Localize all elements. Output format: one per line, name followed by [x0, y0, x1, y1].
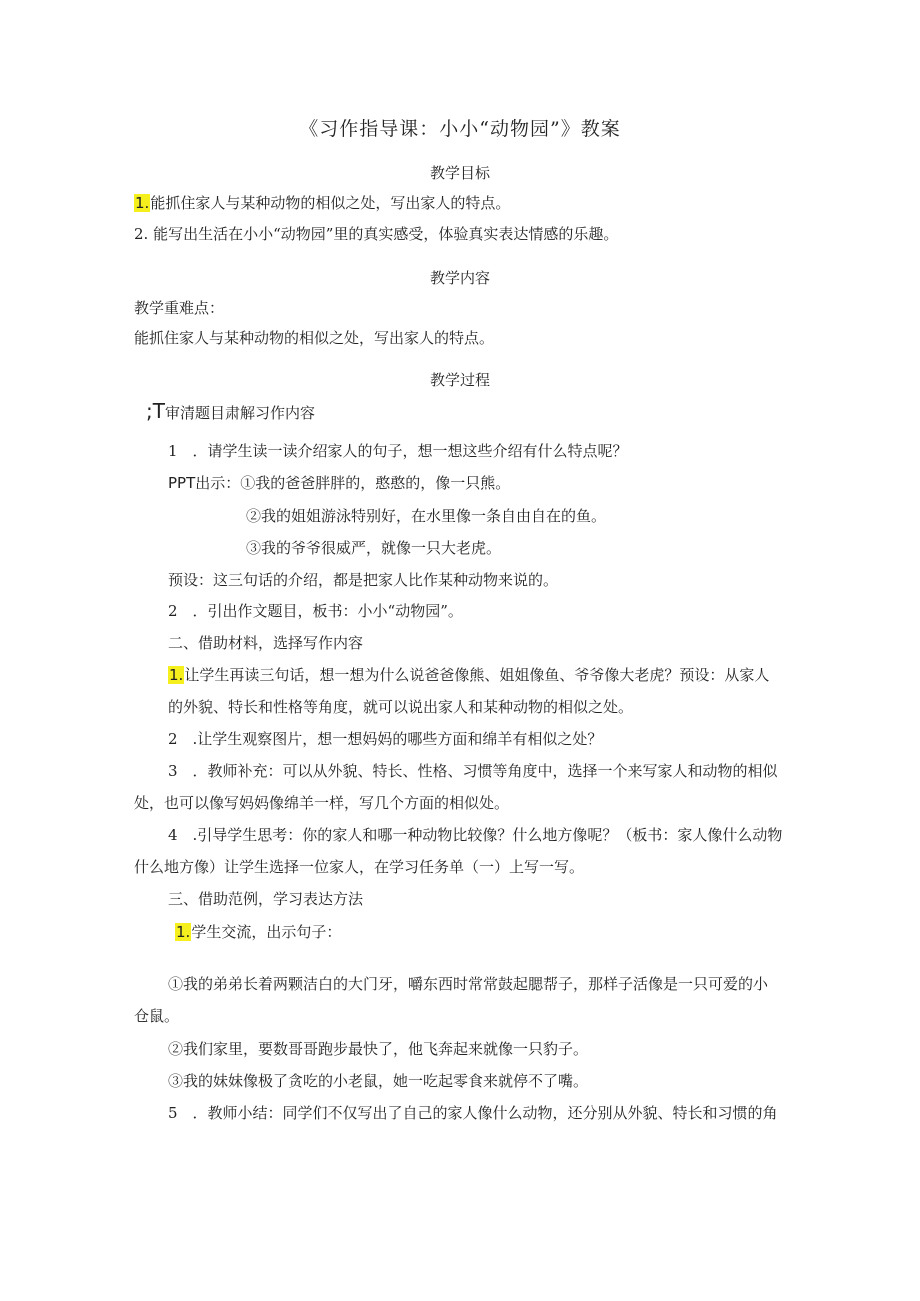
s2-item-1-line-1: [168, 665, 769, 685]
ppt-line-3: ③我的爷爷很威严，就像一只大老虎。: [246, 539, 502, 557]
content-heading: 教学内容: [429, 269, 490, 287]
preset-1: 预设：这三句话的介绍，都是把家人比作某种动物来说的。: [168, 571, 559, 589]
section-1-heading: [146, 401, 315, 423]
highlighted-number: 1.: [169, 666, 184, 684]
goals-heading: 教学目标: [429, 164, 490, 182]
s2-item-4-line-2: 什么地方像）让学生选择一位家人，在学习任务单（一）上写一写。: [134, 858, 585, 876]
section-1-text: 审清题目肃解习作内容: [164, 404, 315, 422]
ppt-line-1: [168, 473, 510, 493]
key-points-text: 能抓住家人与某种动物的相似之处，写出家人的特点。: [134, 329, 495, 347]
s2-item-3-line-2: 处，也可以像写妈妈像绵羊一样，写几个方面的相似处。: [134, 794, 510, 812]
section-1-mark: ;T: [146, 399, 165, 423]
ppt-line-2: ②我的姐姐游泳特别好，在水里像一条自由自在的鱼。: [246, 507, 607, 525]
section-2-heading: 二、借助材料，选择写作内容: [168, 634, 364, 652]
s2-item-1-text: 让学生再读三句话，想一想为什么说爸爸像熊、姐姐像鱼、爷爷像大老虎？预设：从家人: [184, 666, 770, 684]
key-points-label: 教学重难点：: [134, 299, 225, 317]
s3-item-1: [175, 922, 341, 942]
s1-item-1: 1 ．请学生读一读介绍家人的句子，想一想这些介绍有什么特点呢？: [168, 442, 628, 460]
section-3-heading: 三、借助范例，学习表达方法: [168, 890, 364, 908]
process-heading: 教学过程: [429, 371, 490, 389]
s2-item-1-line-2: 的外貌、特长和性格等角度，就可以说出家人和某种动物的相似之处。: [168, 698, 634, 716]
goal-item-1: [134, 193, 510, 213]
highlighted-number: 1.: [135, 194, 150, 212]
s2-item-4-line-1: 4 .引导学生思考：你的家人和哪一种动物比较像？什么地方像呢？（板书：家人像什么动物: [168, 826, 783, 844]
example-3: ③我的妹妹像极了贪吃的小老鼠，她一吃起零食来就停不了嘴。: [168, 1072, 589, 1090]
example-1-line-2: 仓鼠。: [134, 1007, 180, 1025]
highlighted-number: 1.: [176, 923, 191, 941]
s1-item-2: 2 ．引出作文题目，板书：小小“动物园”。: [168, 602, 463, 620]
ppt-text: 出示：①我的爸爸胖胖的，憨憨的，像一只熊。: [195, 474, 511, 492]
document-title: 《习作指导课：小小“动物园”》教案: [299, 118, 621, 140]
goal-item-1-text: 能抓住家人与某种动物的相似之处，写出家人的特点。: [150, 194, 511, 212]
ppt-label: PPT: [168, 474, 196, 492]
example-2: ②我们家里，要数哥哥跑步最快了，他飞奔起来就像一只豹子。: [168, 1040, 589, 1058]
s3-item-1-text: 学生交流，出示句子：: [191, 923, 342, 941]
goal-item-2: 2. 能写出生活在小小“动物园”里的真实感受，体验真实表达情感的乐趣。: [134, 225, 619, 243]
example-1-line-1: ①我的弟弟长着两颗洁白的大门牙，嚼东西时常常鼓起腮帮子，那样子活像是一只可爱的小: [168, 975, 769, 993]
s2-item-2: 2 .让学生观察图片，想一想妈妈的哪些方面和绵羊有相似之处？: [168, 730, 603, 748]
s3-item-5: 5 ．教师小结：同学们不仅写出了自己的家人像什么动物，还分别从外貌、特长和习惯的角: [168, 1104, 778, 1122]
s2-item-3-line-1: 3 ．教师补充：可以从外貌、特长、性格、习惯等角度中，选择一个来写家人和动物的相似: [168, 762, 778, 780]
